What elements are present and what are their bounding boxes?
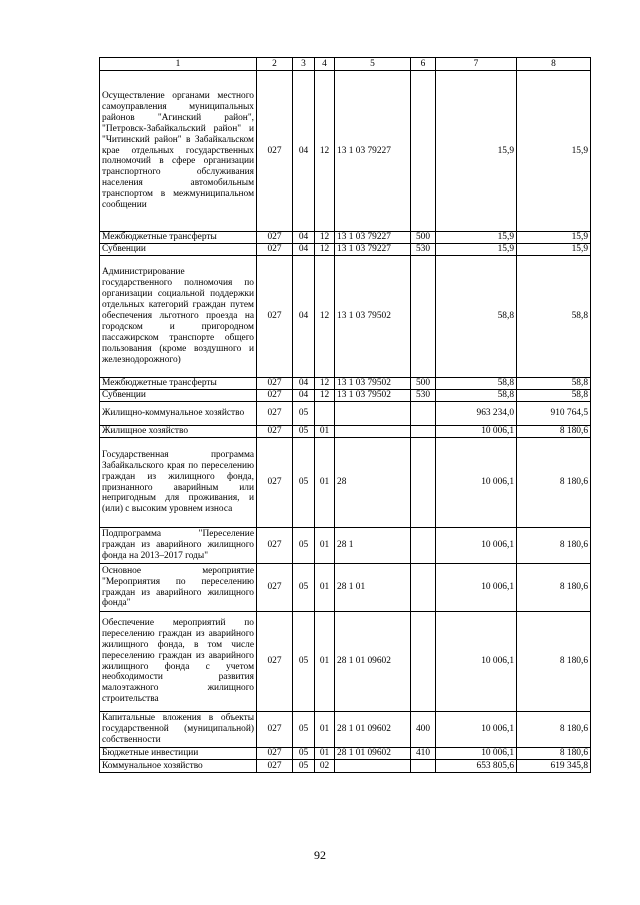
row-name-cell: Основное мероприятие "Мероприятия по переселению граждан из аварийного жилищного фонда": [100, 564, 257, 612]
amount-col7-cell: 10 006,1: [436, 748, 517, 760]
amount-col8-cell: 8 180,6: [517, 528, 591, 564]
table-row: [100, 426, 591, 438]
expense-type-cell: [411, 402, 436, 426]
table-row: [100, 378, 591, 390]
target-article-cell: 28 1 01 09602: [335, 612, 411, 712]
amount-col7-cell: 15,9: [436, 71, 517, 232]
ministry-code-cell: 027: [257, 426, 293, 438]
section-code-cell: 04: [293, 390, 315, 402]
ministry-code-cell: 027: [257, 712, 293, 748]
target-article-cell: 13 1 03 79502: [335, 256, 411, 378]
amount-col7-cell: 15,9: [436, 244, 517, 256]
row-name-cell: Межбюджетные трансферты: [100, 232, 257, 244]
amount-col8-cell: 15,9: [517, 232, 591, 244]
table-row: [100, 244, 591, 256]
table-row: [100, 232, 591, 244]
section-code-cell: 05: [293, 402, 315, 426]
amount-col8-cell: 58,8: [517, 378, 591, 390]
ministry-code-cell: 027: [257, 748, 293, 760]
expense-type-cell: 400: [411, 712, 436, 748]
subsection-code-cell: 01: [315, 528, 335, 564]
subsection-code-cell: [315, 402, 335, 426]
amount-col8-cell: 8 180,6: [517, 426, 591, 438]
amount-col8-cell: 15,9: [517, 244, 591, 256]
amount-col8-cell: 619 345,8: [517, 760, 591, 773]
amount-col8-cell: 8 180,6: [517, 564, 591, 612]
table-row: [100, 256, 591, 378]
header-cell: 6: [411, 58, 436, 71]
target-article-cell: 28 1 01: [335, 564, 411, 612]
expense-type-cell: [411, 612, 436, 712]
subsection-code-cell: 02: [315, 760, 335, 773]
section-code-cell: 05: [293, 528, 315, 564]
amount-col7-cell: 10 006,1: [436, 528, 517, 564]
header-cell: 8: [517, 58, 591, 71]
expense-type-cell: [411, 256, 436, 378]
expense-type-cell: [411, 760, 436, 773]
section-code-cell: 05: [293, 612, 315, 712]
table-row: [100, 748, 591, 760]
section-code-cell: 04: [293, 378, 315, 390]
amount-col8-cell: 910 764,5: [517, 402, 591, 426]
ministry-code-cell: 027: [257, 760, 293, 773]
table-row: [100, 402, 591, 426]
amount-col8-cell: 15,9: [517, 71, 591, 232]
row-name-cell: Обеспечение мероприятий по переселению граждан из аварийного жилищного фонда, в том числе переселению граждан из аварийного жилищного фонда с учетом необходимости развития малоэтажного жилищного строительства: [100, 612, 257, 712]
target-article-cell: [335, 402, 411, 426]
amount-col7-cell: 653 805,6: [436, 760, 517, 773]
expense-type-cell: [411, 438, 436, 528]
row-name-cell: Подпрограмма "Переселение граждан из аварийного жилищного фонда на 2013–2017 годы": [100, 528, 257, 564]
subsection-code-cell: 12: [315, 256, 335, 378]
subsection-code-cell: 12: [315, 378, 335, 390]
target-article-cell: 28 1 01 09602: [335, 748, 411, 760]
budget-table: [99, 57, 591, 773]
target-article-cell: 13 1 03 79227: [335, 244, 411, 256]
amount-col7-cell: 10 006,1: [436, 564, 517, 612]
amount-col7-cell: 58,8: [436, 378, 517, 390]
target-article-cell: 13 1 03 79502: [335, 378, 411, 390]
ministry-code-cell: 027: [257, 438, 293, 528]
section-code-cell: 05: [293, 748, 315, 760]
expense-type-cell: [411, 71, 436, 232]
ministry-code-cell: 027: [257, 390, 293, 402]
header-row: [100, 58, 591, 71]
expense-type-cell: [411, 528, 436, 564]
amount-col7-cell: 15,9: [436, 232, 517, 244]
expense-type-cell: 410: [411, 748, 436, 760]
section-code-cell: 05: [293, 712, 315, 748]
subsection-code-cell: 12: [315, 232, 335, 244]
ministry-code-cell: 027: [257, 528, 293, 564]
subsection-code-cell: 01: [315, 748, 335, 760]
subsection-code-cell: 12: [315, 390, 335, 402]
target-article-cell: 28: [335, 438, 411, 528]
expense-type-cell: 500: [411, 232, 436, 244]
table-row: [100, 390, 591, 402]
subsection-code-cell: 12: [315, 244, 335, 256]
target-article-cell: 13 1 03 79227: [335, 232, 411, 244]
page-number: 92: [314, 848, 326, 862]
subsection-code-cell: 01: [315, 712, 335, 748]
header-cell: 2: [257, 58, 293, 71]
section-code-cell: 04: [293, 71, 315, 232]
section-code-cell: 05: [293, 564, 315, 612]
subsection-code-cell: 01: [315, 426, 335, 438]
amount-col8-cell: 8 180,6: [517, 748, 591, 760]
table-row: [100, 712, 591, 748]
section-code-cell: 04: [293, 256, 315, 378]
row-name-cell: Бюджетные инвестиции: [100, 748, 257, 760]
table-row: [100, 760, 591, 773]
expense-type-cell: 530: [411, 390, 436, 402]
table-row: [100, 528, 591, 564]
row-name-cell: Жилищное хозяйство: [100, 426, 257, 438]
ministry-code-cell: 027: [257, 256, 293, 378]
target-article-cell: 28 1 01 09602: [335, 712, 411, 748]
amount-col7-cell: 10 006,1: [436, 426, 517, 438]
amount-col7-cell: 58,8: [436, 256, 517, 378]
row-name-cell: Капитальные вложения в объекты государственной (муниципальной) собственности: [100, 712, 257, 748]
amount-col7-cell: 10 006,1: [436, 712, 517, 748]
section-code-cell: 04: [293, 244, 315, 256]
amount-col8-cell: 8 180,6: [517, 438, 591, 528]
expense-type-cell: [411, 564, 436, 612]
header-cell: 3: [293, 58, 315, 71]
header-cell: 5: [335, 58, 411, 71]
target-article-cell: [335, 426, 411, 438]
row-name-cell: Осуществление органами местного самоуправления муниципальных районов "Агинский район", "Петровск-Забайкальский район" и "Читинский район" в Забайкальском крае отдельных государственных полномочий в сфере организации транспортного обслуживания населения автомобильным транспортом в межмуниципальном сообщении: [100, 71, 257, 232]
row-name-cell: Субвенции: [100, 390, 257, 402]
target-article-cell: 13 1 03 79227: [335, 71, 411, 232]
amount-col7-cell: 963 234,0: [436, 402, 517, 426]
subsection-code-cell: 01: [315, 564, 335, 612]
amount-col8-cell: 58,8: [517, 390, 591, 402]
ministry-code-cell: 027: [257, 232, 293, 244]
amount-col8-cell: 8 180,6: [517, 612, 591, 712]
subsection-code-cell: 01: [315, 438, 335, 528]
ministry-code-cell: 027: [257, 71, 293, 232]
table-row: [100, 71, 591, 232]
header-cell: 7: [436, 58, 517, 71]
ministry-code-cell: 027: [257, 402, 293, 426]
section-code-cell: 04: [293, 232, 315, 244]
row-name-cell: Межбюджетные трансферты: [100, 378, 257, 390]
section-code-cell: 05: [293, 426, 315, 438]
row-name-cell: Жилищно-коммунальное хозяйство: [100, 402, 257, 426]
expense-type-cell: 500: [411, 378, 436, 390]
table-row: [100, 438, 591, 528]
amount-col7-cell: 10 006,1: [436, 438, 517, 528]
amount-col7-cell: 10 006,1: [436, 612, 517, 712]
header-cell: 1: [100, 58, 257, 71]
ministry-code-cell: 027: [257, 564, 293, 612]
amount-col8-cell: 8 180,6: [517, 712, 591, 748]
expense-type-cell: [411, 426, 436, 438]
amount-col8-cell: 58,8: [517, 256, 591, 378]
row-name-cell: Коммунальное хозяйство: [100, 760, 257, 773]
target-article-cell: 13 1 03 79502: [335, 390, 411, 402]
table-row: [100, 564, 591, 612]
subsection-code-cell: 12: [315, 71, 335, 232]
ministry-code-cell: 027: [257, 612, 293, 712]
target-article-cell: [335, 760, 411, 773]
subsection-code-cell: 01: [315, 612, 335, 712]
header-cell: 4: [315, 58, 335, 71]
ministry-code-cell: 027: [257, 378, 293, 390]
table-row: [100, 612, 591, 712]
section-code-cell: 05: [293, 438, 315, 528]
target-article-cell: 28 1: [335, 528, 411, 564]
row-name-cell: Государственная программа Забайкальского края по переселению граждан из жилищного фонда, признанного аварийным или непригодным для проживания, и (или) с высоким уровнем износа: [100, 438, 257, 528]
row-name-cell: Субвенции: [100, 244, 257, 256]
section-code-cell: 05: [293, 760, 315, 773]
expense-type-cell: 530: [411, 244, 436, 256]
ministry-code-cell: 027: [257, 244, 293, 256]
amount-col7-cell: 58,8: [436, 390, 517, 402]
row-name-cell: Администрирование государственного полномочия по организации социальной поддержки отдельных категорий граждан путем обеспечения льготного проезда на городском и пригородном пассажирском транспорте общего пользования (кроме воздушного и железнодорожного): [100, 256, 257, 378]
